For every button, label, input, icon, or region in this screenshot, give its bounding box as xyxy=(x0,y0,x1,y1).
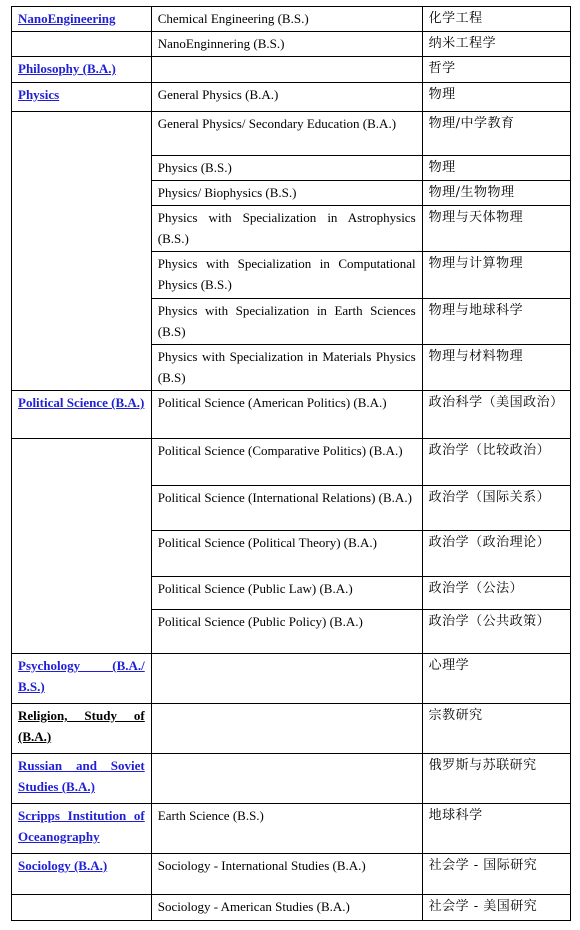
degree-cell: Political Science (International Relations) (B.A.) xyxy=(151,486,422,531)
major-cell xyxy=(12,895,152,921)
chinese-cell: 物理 xyxy=(422,156,570,181)
chinese-cell: 哲学 xyxy=(422,57,570,83)
table-row xyxy=(12,439,571,486)
major-cell xyxy=(12,32,152,57)
chinese-cell: 政治学（公共政策） xyxy=(422,610,570,654)
majors-table xyxy=(11,6,571,921)
chinese-cell: 物理与计算物理 xyxy=(422,252,570,299)
chinese-cell: 俄罗斯与苏联研究 xyxy=(422,754,570,804)
major-cell xyxy=(12,754,152,804)
degree-cell: Chemical Engineering (B.S.) xyxy=(151,7,422,32)
table-row xyxy=(12,7,571,32)
degree-cell: Earth Science (B.S.) xyxy=(151,804,422,854)
chinese-cell: 宗教研究 xyxy=(422,704,570,754)
table-row xyxy=(12,83,571,112)
major-cell xyxy=(12,7,152,32)
degree-cell xyxy=(151,654,422,704)
chinese-cell: 物理与地球科学 xyxy=(422,299,570,345)
table-row xyxy=(12,654,571,704)
degree-cell: Physics with Specialization in Materials Physics (B.S) xyxy=(151,345,422,391)
degree-cell: Physics with Specialization in Astrophysics (B.S.) xyxy=(151,206,422,252)
degree-cell: Sociology - International Studies (B.A.) xyxy=(151,854,422,895)
degree-cell: Physics/ Biophysics (B.S.) xyxy=(151,181,422,206)
degree-cell: Sociology - American Studies (B.A.) xyxy=(151,895,422,921)
degree-cell xyxy=(151,754,422,804)
chinese-cell: 物理/中学教育 xyxy=(422,112,570,156)
degree-cell: Political Science (Comparative Politics) (B.A.) xyxy=(151,439,422,486)
degree-cell: General Physics (B.A.) xyxy=(151,83,422,112)
chinese-cell: 社会学 - 国际研究 xyxy=(422,854,570,895)
table-row xyxy=(12,391,571,439)
degree-cell: Political Science (Public Law) (B.A.) xyxy=(151,577,422,610)
chinese-cell: 物理与天体物理 xyxy=(422,206,570,252)
degree-cell: Physics with Specialization in Computational Physics (B.S.) xyxy=(151,252,422,299)
degree-cell: Physics with Specialization in Earth Sciences (B.S) xyxy=(151,299,422,345)
chinese-cell: 化学工程 xyxy=(422,7,570,32)
degree-cell: Political Science (Public Policy) (B.A.) xyxy=(151,610,422,654)
degree-cell: Physics (B.S.) xyxy=(151,156,422,181)
chinese-cell: 物理/生物物理 xyxy=(422,181,570,206)
degree-cell: General Physics/ Secondary Education (B.A.) xyxy=(151,112,422,156)
major-link-physics[interactable]: Physics xyxy=(18,87,60,102)
chinese-cell: 物理与材料物理 xyxy=(422,345,570,391)
chinese-cell: 政治学（比较政治） xyxy=(422,439,570,486)
major-cell xyxy=(12,854,152,895)
table-row xyxy=(12,895,571,921)
major-cell xyxy=(12,654,152,704)
major-cell xyxy=(12,804,152,854)
degree-cell: Political Science (American Politics) (B.A.) xyxy=(151,391,422,439)
major-cell xyxy=(12,439,152,654)
table-row xyxy=(12,754,571,804)
chinese-cell: 政治学（政治理论） xyxy=(422,531,570,577)
degree-cell: NanoEnginnering (B.S.) xyxy=(151,32,422,57)
major-link-scripps-oceanography[interactable]: Scripps Institution of Oceanography xyxy=(18,808,145,844)
chinese-cell: 心理学 xyxy=(422,654,570,704)
major-cell xyxy=(12,112,152,391)
major-link-political-science[interactable]: Political Science (B.A.) xyxy=(18,395,145,410)
major-link-nanoengineering[interactable]: NanoEngineering xyxy=(18,11,116,26)
degree-cell: Political Science (Political Theory) (B.A.) xyxy=(151,531,422,577)
degree-cell xyxy=(151,57,422,83)
chinese-cell: 社会学 - 美国研究 xyxy=(422,895,570,921)
major-cell xyxy=(12,83,152,112)
major-cell xyxy=(12,704,152,754)
table-row xyxy=(12,32,571,57)
table-row xyxy=(12,854,571,895)
degree-cell xyxy=(151,704,422,754)
major-link-sociology[interactable]: Sociology (B.A.) xyxy=(18,858,108,873)
major-label-religion: Religion, Study of (B.A.) xyxy=(18,708,145,744)
chinese-cell: 地球科学 xyxy=(422,804,570,854)
major-cell xyxy=(12,57,152,83)
chinese-cell: 政治科学（美国政治） xyxy=(422,391,570,439)
table-row xyxy=(12,804,571,854)
major-link-russian-soviet-studies[interactable]: Russian and Soviet Studies (B.A.) xyxy=(18,758,145,794)
major-cell xyxy=(12,391,152,439)
chinese-cell: 纳米工程学 xyxy=(422,32,570,57)
table-row xyxy=(12,704,571,754)
table-row xyxy=(12,112,571,156)
major-link-psychology[interactable]: Psychology (B.A./ B.S.) xyxy=(18,658,145,694)
table-row xyxy=(12,57,571,83)
chinese-cell: 政治学（公法） xyxy=(422,577,570,610)
major-link-philosophy[interactable]: Philosophy (B.A.) xyxy=(18,61,116,76)
chinese-cell: 物理 xyxy=(422,83,570,112)
chinese-cell: 政治学（国际关系） xyxy=(422,486,570,531)
